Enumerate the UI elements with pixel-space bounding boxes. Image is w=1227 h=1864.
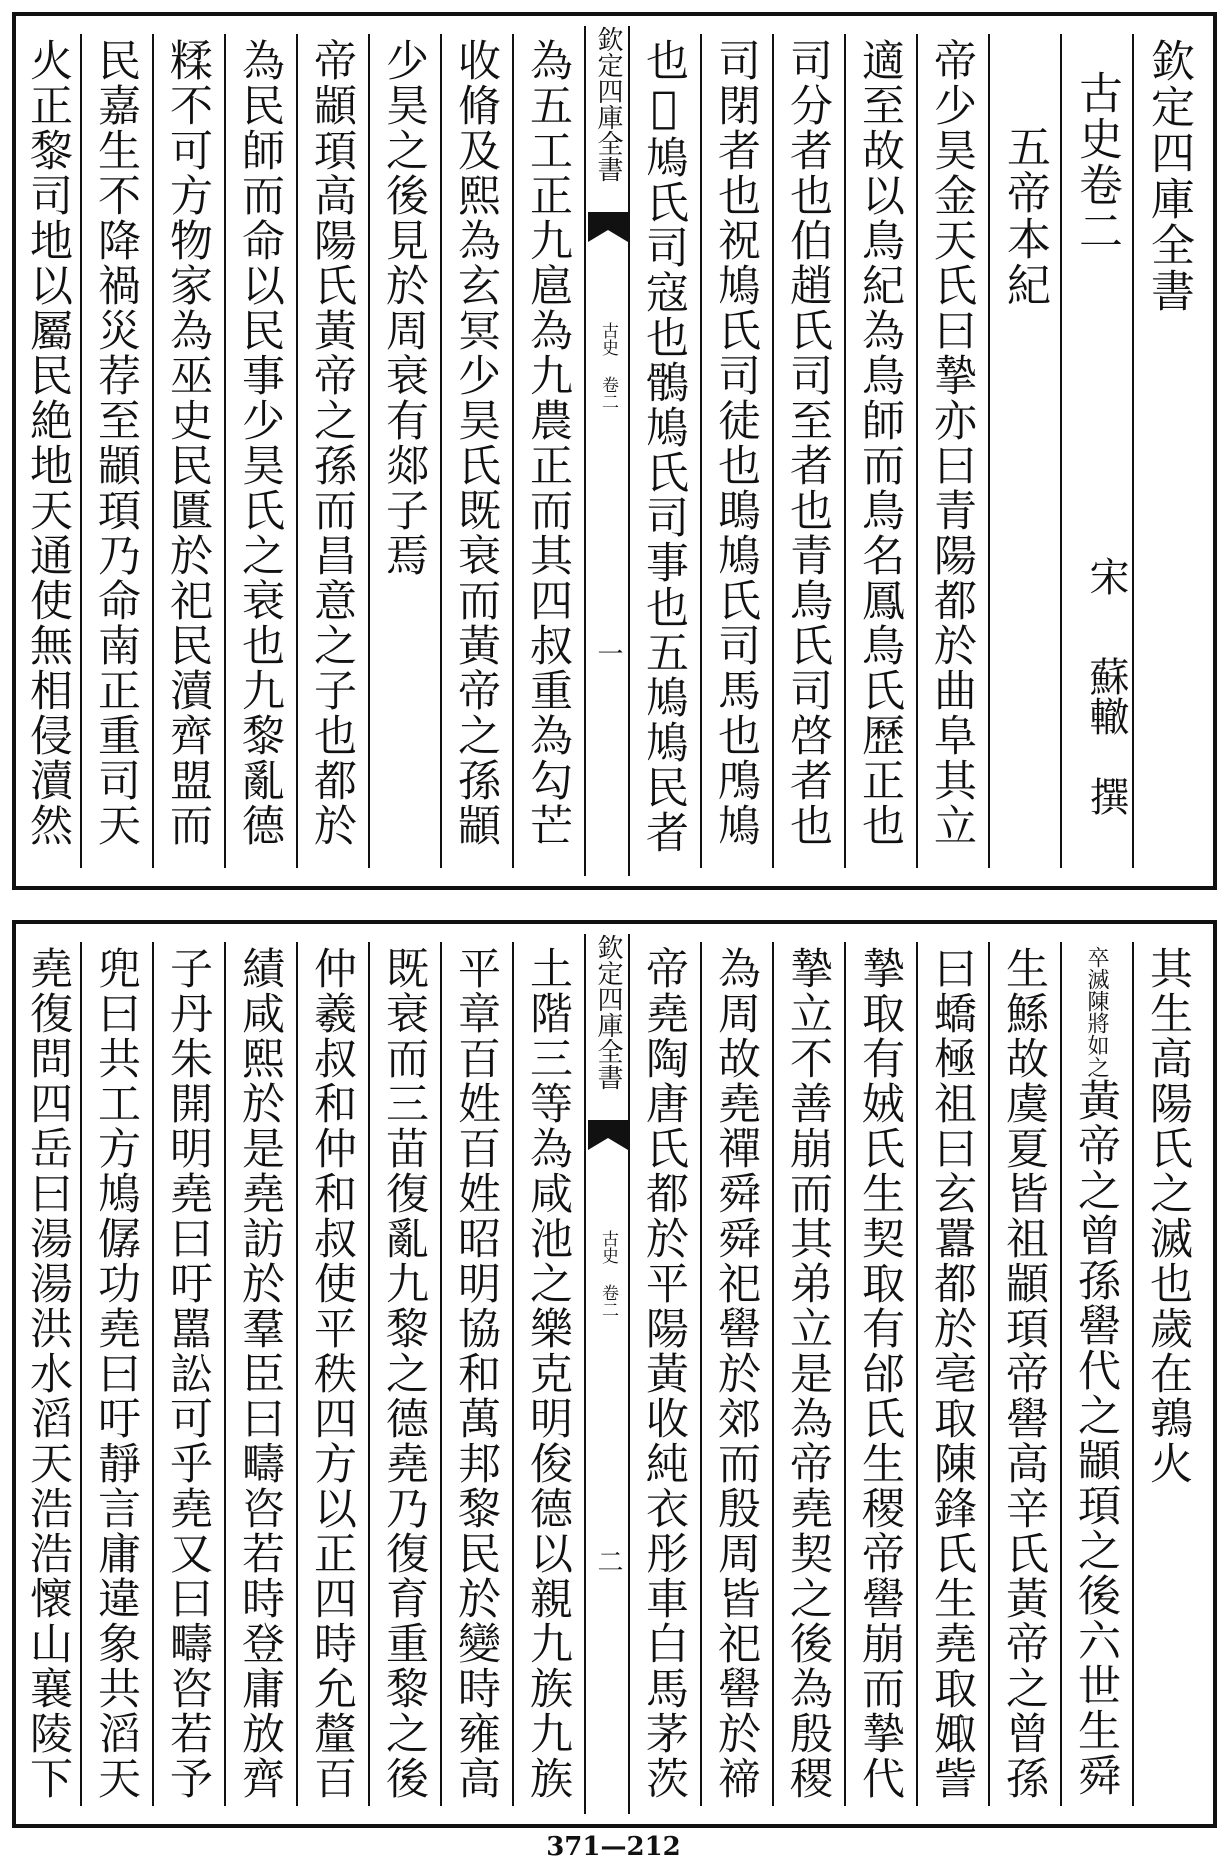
- column-text: 為民師而命以民事少昊氏之衰也九黎亂德: [235, 38, 285, 848]
- column-text: 司閉者也祝鳩氏司徒也鴡鳩氏司馬也鳲鳩: [711, 38, 761, 848]
- text-column-l1: [512, 34, 584, 868]
- column-text: 平章百姓百姓昭明協和萬邦黎民於變時雍高: [451, 946, 501, 1801]
- text-column-l7: [80, 942, 152, 1806]
- text-column-l4: [296, 34, 368, 868]
- column-text: 司分者也伯趙氏司至者也青鳥氏司啓者也: [783, 38, 833, 848]
- text-column-l4: [296, 942, 368, 1806]
- text-column-l3: [368, 942, 440, 1806]
- column-text: 少昊之後見於周衰有郯子焉: [379, 38, 429, 578]
- column-text: 生鯀故虞夏皆祖顓頊帝嚳高辛氏黃帝之曾孫: [999, 946, 1049, 1801]
- column-text: 帝少昊金天氏曰摯亦曰青陽都於曲阜其立: [927, 38, 977, 848]
- author-name: 蘇轍: [1083, 656, 1129, 736]
- margin-title: 古史: [598, 322, 618, 356]
- column-text: 火正黎司地以屬民絶地天通使無相侵瀆然: [23, 38, 73, 848]
- margin-book-title: 欽定四庫全書: [593, 934, 623, 1090]
- text-column-r6: [772, 942, 844, 1806]
- column-text: 黃帝之曾孫嚳代之顓頊之後六世生舜: [1071, 1078, 1121, 1798]
- column-text: 曰蟜極祖曰玄囂都於亳取陳鋒氏生堯取娵訾: [927, 946, 977, 1801]
- text-column-r5: [844, 942, 916, 1806]
- text-column-r4: [700, 34, 772, 868]
- column-text: 民嘉生不降禍災荐至顓頊乃命南正重司天: [91, 38, 141, 848]
- text-column-r5: [628, 34, 700, 868]
- text-column-r3: [988, 942, 1060, 1806]
- column-text: 土階三等為咸池之樂克明俊德以親九族九族: [523, 946, 573, 1801]
- fish-tail-mark-icon: [588, 212, 628, 252]
- column-text: 既衰而三苗復亂九黎之德堯乃復育重黎之後: [379, 946, 429, 1801]
- column-text: 為五工正九扈為九農正而其四叔重為勾芒: [523, 38, 573, 848]
- column-text: 帝顓頊高陽氏黃帝之孫而昌意之子也都於: [307, 38, 357, 848]
- top-page: [12, 12, 1217, 890]
- margin-leaf-number: 一: [593, 640, 623, 666]
- margin-volume: 卷二: [598, 376, 618, 410]
- margin-volume: 卷二: [598, 1284, 618, 1318]
- text-column-r1: [1132, 942, 1204, 1806]
- text-column-l2: [440, 34, 512, 868]
- section-title-column: [988, 34, 1060, 868]
- column-text: 適至故以鳥紀為鳥師而鳥名鳳鳥氏歷正也: [855, 38, 905, 848]
- text-column-l5: [224, 942, 296, 1806]
- text-column-l5: [224, 34, 296, 868]
- book-title-header: [1132, 34, 1204, 868]
- text-column-l8: [12, 942, 84, 1806]
- column-text: 摯立不善崩而其弟立是為帝堯契之後為殷稷: [783, 946, 833, 1801]
- column-text: 糅不可方物家為巫史民匱於祀民瀆齊盟而: [163, 38, 213, 848]
- text-column-l8: [12, 34, 84, 868]
- text-column-r2: [1060, 942, 1132, 1806]
- text-column-r8: [628, 942, 700, 1806]
- fish-tail-mark-icon: [588, 1120, 628, 1160]
- annotation-note: 卒滅陳將如之: [1084, 946, 1109, 1078]
- center-margin: [584, 934, 630, 1814]
- text-column-r2: [844, 34, 916, 868]
- text-column-r4: [916, 942, 988, 1806]
- text-column-l1: [512, 942, 584, 1806]
- text-column-r7: [700, 942, 772, 1806]
- column-text: 帝堯陶唐氏都於平陽黃收純衣彤車白馬茅茨: [639, 946, 689, 1801]
- column-text: 收脩及熙為玄冥少昊氏既衰而黃帝之孫顓: [451, 38, 501, 848]
- column-text: 摯取有娀氏生契取有邰氏生稷帝嚳崩而摯代: [855, 946, 905, 1801]
- author-dynasty: 宋: [1083, 556, 1129, 596]
- author-role: 撰: [1083, 776, 1129, 816]
- margin-title: 古史: [598, 1230, 618, 1264]
- column-text: 堯復問四岳曰湯湯洪水滔天浩浩懷山襄陵下: [23, 946, 73, 1801]
- book-title: 欽定四庫全書: [1143, 38, 1194, 314]
- text-column-r1: [916, 34, 988, 868]
- center-margin: [584, 26, 630, 876]
- volume-title: 古史卷二: [1071, 70, 1122, 254]
- section-title: 五帝本紀: [999, 124, 1050, 308]
- volume-title-column: [1060, 34, 1132, 868]
- column-text: 其生高陽氏之滅也歲在鶉火: [1143, 946, 1193, 1486]
- text-column-l6: [152, 942, 224, 1806]
- column-text: 仲羲叔和仲和叔使平秩四方以正四時允釐百: [307, 946, 357, 1801]
- column-text: 績咸熙於是堯訪於羣臣曰疇咨若時登庸放齊: [235, 946, 285, 1801]
- text-column-l3: [368, 34, 440, 868]
- column-text: 子丹朱開明堯曰吁嚚訟可乎堯又曰疇咨若予: [163, 946, 213, 1801]
- column-text: 為周故堯禪舜舜祀嚳於郊而殷周皆祀嚳於禘: [711, 946, 761, 1801]
- margin-book-title: 欽定四庫全書: [593, 26, 623, 182]
- bottom-page: [12, 920, 1217, 1828]
- text-column-r3: [772, 34, 844, 868]
- text-column-l6: [152, 34, 224, 868]
- margin-leaf-number: 二: [593, 1548, 623, 1574]
- column-text: 兜曰共工方鳩僝功堯曰吁靜言庸違象共滔天: [91, 946, 141, 1801]
- text-column-l2: [440, 942, 512, 1806]
- text-column-l7: [80, 34, 152, 868]
- column-text: 也𠂭鳩氏司寇也鶻鳩氏司事也五鳩鳩民者: [639, 38, 689, 855]
- page-number: 371—212: [546, 1832, 681, 1862]
